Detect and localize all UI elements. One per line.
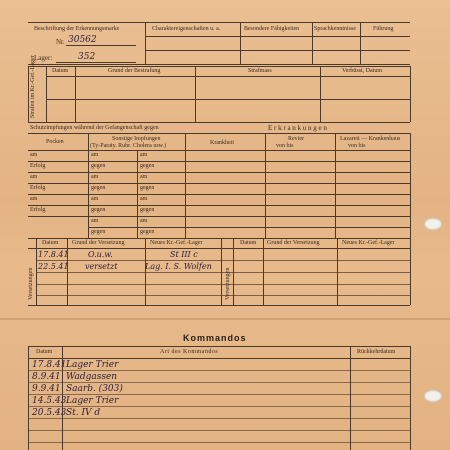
col-verbuesst: Verbüsst, Datum [342, 68, 382, 74]
col-grund-versetzung: Grund der Versetzung [72, 240, 125, 246]
versetzung-datum: 22.5.41 [38, 262, 69, 271]
sonstige-row: am [140, 218, 148, 224]
col-datum: Datum [52, 68, 69, 74]
sonstige-row: am [91, 218, 99, 224]
kommandos-title: Kommandos [183, 333, 247, 343]
col-sprachen: Sprachkenntnisse [314, 26, 356, 32]
kommando-datum: 14.5.43 [32, 396, 67, 406]
col-grund-bestrafung: Grund der Bestrafung [108, 68, 161, 74]
col-rueckkehrdatum: Rückkehrdatum [357, 349, 396, 355]
versetzung-lager: Lag. I. S. Wolfen [145, 262, 212, 271]
punch-hole [424, 390, 442, 402]
beschriftung-label: Beschriftung der Erkennungsmarke [34, 26, 120, 32]
erkrankungen-label: E r k r a n k u n g e n [268, 124, 327, 132]
sonstige-row: gegen [140, 229, 155, 235]
pocken-row: Erfolg [30, 185, 46, 191]
kommando-art: Saarb. (303) [66, 384, 123, 394]
col-sonstige-sub: (Ty-Paraty. Ruhr. Cholera usw.) [90, 143, 167, 149]
sonstige-row: gegen [91, 185, 106, 191]
col-neues-lager: Neues Kr.-Gef.-Lager [342, 240, 395, 246]
kommando-datum: 17.8.41 [32, 360, 67, 370]
col-revier: Revier [288, 136, 304, 142]
lager-label: Lager: [34, 54, 53, 62]
col-datum: Datum [42, 240, 59, 246]
sonstige-row: am [140, 174, 148, 180]
nr-label: Nr. [56, 38, 65, 46]
pocken-row: Erfolg [30, 163, 46, 169]
col-revier-sub: von bis [276, 143, 294, 149]
sonstige-row: gegen [140, 163, 155, 169]
pocken-row: am [30, 152, 38, 158]
sonstige-row: gegen [140, 207, 155, 213]
kommando-art: St. IV d [66, 408, 101, 418]
pocken-row: am [30, 196, 38, 202]
col-lazarett-sub: von bis [348, 143, 366, 149]
col-neues-lager: Neues Kr.-Gef.-Lager [150, 240, 203, 246]
kommando-art: Lager Trier [66, 360, 119, 370]
sonstige-row: gegen [140, 185, 155, 191]
pocken-row: Erfolg [30, 207, 46, 213]
col-fuehrung: Führung [373, 26, 394, 32]
col-pocken: Pocken [46, 139, 64, 145]
sonstige-row: am [140, 196, 148, 202]
sonstige-row: am [91, 152, 99, 158]
sonstige-row: am [91, 196, 99, 202]
impfungen-label: Schutzimpfungen während der Gefangenschaft gegen [30, 125, 159, 131]
kommando-datum: 9.9.41 [32, 384, 61, 394]
versetzung-grund: O.u.w. [88, 250, 113, 259]
sonstige-row: gegen [91, 163, 106, 169]
punch-hole [424, 218, 442, 230]
lager-value: 352 [78, 52, 96, 62]
versetzungen-side-label: Versetzungen [225, 267, 231, 300]
sonstige-row: am [140, 152, 148, 158]
sonstige-row: gegen [91, 229, 106, 235]
pocken-row: am [30, 174, 38, 180]
versetzungen-side-label: Versetzungen [28, 267, 34, 300]
col-grund-versetzung: Grund der Versetzung [267, 240, 320, 246]
sonstige-row: gegen [91, 207, 106, 213]
strafen-side-label: Strafen im Kr.-Gef.-Lager [30, 55, 36, 118]
col-datum: Datum [36, 349, 53, 355]
versetzung-grund: versetzt [85, 262, 118, 271]
col-krankheit: Krankheit [210, 140, 234, 146]
col-strafmass: Strafmass [248, 68, 272, 74]
kommando-art: Lager Trier [66, 396, 119, 406]
col-faehigkeiten: Besondere Fähigkeiten [244, 26, 300, 32]
versetzung-datum: 17.8.41 [38, 250, 69, 259]
sonstige-row: am [91, 174, 99, 180]
col-lazarett: Lazarett — Krankenhaus [340, 136, 401, 142]
col-datum: Datum [240, 240, 257, 246]
col-art-kommandos: Art des Kommandos [160, 349, 219, 355]
nr-value: 30562 [68, 35, 97, 45]
kommando-datum: 8.9.41 [32, 372, 61, 382]
versetzung-lager: St III c [170, 250, 198, 259]
fold-line [0, 318, 450, 320]
kommando-art: Wadgassen [66, 372, 118, 382]
kommando-datum: 20.5.43 [32, 408, 67, 418]
col-sonstige: Sonstige Impfungen [112, 136, 161, 142]
col-charakter: Charaktereigenschaften u. a. [152, 26, 221, 32]
